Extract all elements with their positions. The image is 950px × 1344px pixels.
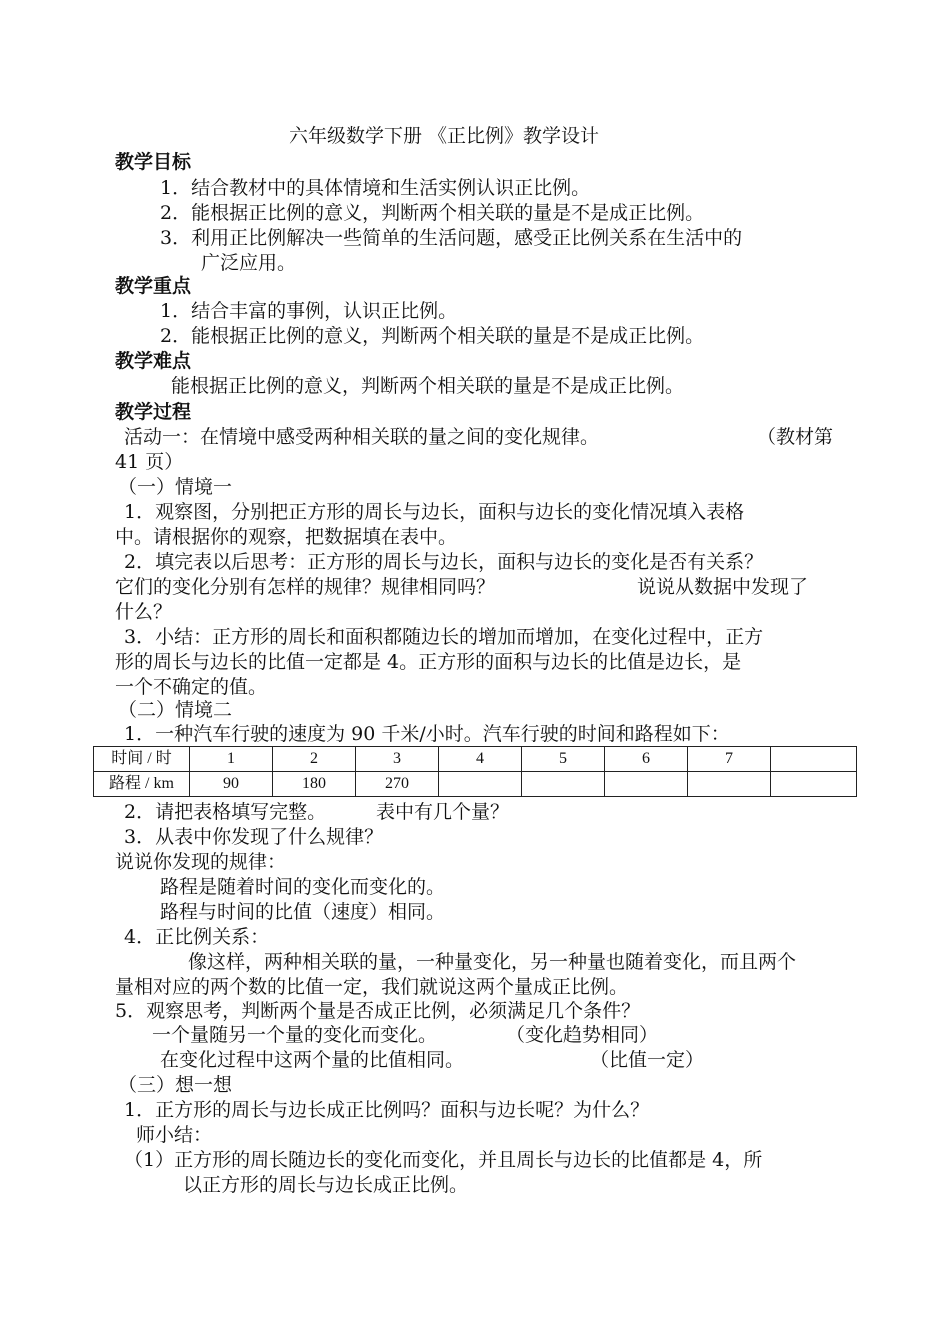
table-cell xyxy=(771,772,857,797)
scene-one-heading: （一）情境一 xyxy=(118,476,233,498)
table-cell: 5 xyxy=(522,747,605,772)
process-heading: 教学过程 xyxy=(115,401,192,423)
paragraph-line: 1．观察图，分别把正方形的周长与边长，面积与边长的变化情况填入表格 xyxy=(124,501,745,523)
paragraph-line: 2．填完表以后思考：正方形的周长与边长，面积与边长的变化是否有关系？ xyxy=(124,551,764,573)
paragraph-line: 1．一种汽车行驶的速度为 90 千米/小时。汽车行驶的时间和路程如下： xyxy=(124,723,730,745)
activity-one-line: 活动一：在情境中感受两种相关联的量之间的变化规律。 xyxy=(124,426,600,448)
table-cell: 2 xyxy=(273,747,356,772)
table-cell: 180 xyxy=(273,772,356,797)
paragraph-line: （变化趋势相同） xyxy=(506,1024,659,1046)
goals-heading: 教学目标 xyxy=(115,151,192,173)
paragraph-line: （比值一定） xyxy=(590,1049,705,1071)
goal-item: 2．能根据正比例的意义，判断两个相关联的量是不是成正比例。 xyxy=(160,202,705,224)
table-cell: 6 xyxy=(605,747,688,772)
paragraph-line: 说说从数据中发现了 xyxy=(637,576,809,598)
key-point-item: 1．结合丰富的事例，认识正比例。 xyxy=(160,300,458,322)
paragraph-line: 说说你发现的规律： xyxy=(115,851,287,873)
paragraph-line: 1．正方形的周长与边长成正比例吗？面积与边长呢？为什么？ xyxy=(124,1099,650,1121)
paragraph-line: 以正方形的周长与边长成正比例。 xyxy=(183,1174,469,1196)
table-cell: 3 xyxy=(356,747,439,772)
table-cell xyxy=(605,772,688,797)
table-cell: 4 xyxy=(439,747,522,772)
paragraph-line: 3．小结：正方形的周长和面积都随边长的增加而增加，在变化过程中，正方 xyxy=(124,626,764,648)
table-row xyxy=(94,747,857,772)
table-cell: 270 xyxy=(356,772,439,797)
goal-item-continued: 广泛应用。 xyxy=(201,252,297,274)
scene-two-heading: （二）情境二 xyxy=(118,699,233,721)
paragraph-line: 一个不确定的值。 xyxy=(115,676,268,698)
table-cell xyxy=(771,747,857,772)
paragraph-line: 在变化过程中这两个量的比值相同。 xyxy=(160,1049,465,1071)
table-cell: 时间 / 时 xyxy=(94,747,190,772)
paragraph-line: 路程是随着时间的变化而变化的。 xyxy=(160,876,446,898)
paragraph-line: 表中有几个量？ xyxy=(376,801,510,823)
difficulty-text: 能根据正比例的意义，判断两个相关联的量是不是成正比例。 xyxy=(171,375,685,397)
key-point-item: 2．能根据正比例的意义，判断两个相关联的量是不是成正比例。 xyxy=(160,325,705,347)
table-cell: 1 xyxy=(190,747,273,772)
table-cell: 路程 / km xyxy=(94,772,190,797)
paragraph-line: 中。请根据你的观察，把数据填在表中。 xyxy=(115,526,458,548)
textbook-reference: （教材第 xyxy=(757,426,834,448)
table-cell xyxy=(439,772,522,797)
paragraph-line: 5．观察思考，判断两个量是否成正比例，必须满足几个条件？ xyxy=(115,1000,641,1022)
table-row xyxy=(94,772,857,797)
paragraph-line: 3．从表中你发现了什么规律？ xyxy=(124,826,384,848)
paragraph-line: 2．请把表格填写完整。 xyxy=(124,801,327,823)
paragraph-line: 像这样，两种相关联的量，一种量变化，另一种量也随着变化，而且两个 xyxy=(188,951,797,973)
paragraph-line: 量相对应的两个数的比值一定，我们就说这两个量成正比例。 xyxy=(115,976,629,998)
paragraph-line: 什么？ xyxy=(115,601,173,623)
paragraph-line: 它们的变化分别有怎样的规律？规律相同吗？ xyxy=(115,576,496,598)
paragraph-line: 形的周长与边长的比值一定都是 4。正方形的面积与边长的比值是边长，是 xyxy=(115,651,742,673)
document-title: 六年级数学下册 《正比例》教学设计 xyxy=(289,125,600,147)
difficulty-heading: 教学难点 xyxy=(115,350,192,372)
table-cell xyxy=(522,772,605,797)
goal-item: 3．利用正比例解决一些简单的生活问题，感受正比例关系在生活中的 xyxy=(160,227,743,249)
paragraph-line: 路程与时间的比值（速度）相同。 xyxy=(160,901,446,923)
time-distance-table xyxy=(93,746,857,797)
table-cell: 90 xyxy=(190,772,273,797)
paragraph-line: 师小结： xyxy=(136,1124,213,1146)
paragraph-line: 一个量随另一个量的变化而变化。 xyxy=(152,1024,438,1046)
paragraph-line: 4．正比例关系： xyxy=(124,926,270,948)
paragraph-line: （1）正方形的周长随边长的变化而变化，并且周长与边长的比值都是 4，所 xyxy=(124,1149,763,1171)
scene-three-heading: （三）想一想 xyxy=(118,1074,233,1096)
textbook-page: 41 页） xyxy=(115,451,184,473)
table-cell xyxy=(688,772,771,797)
table-cell: 7 xyxy=(688,747,771,772)
key-points-heading: 教学重点 xyxy=(115,275,192,297)
goal-item: 1．结合教材中的具体情境和生活实例认识正比例。 xyxy=(160,177,591,199)
